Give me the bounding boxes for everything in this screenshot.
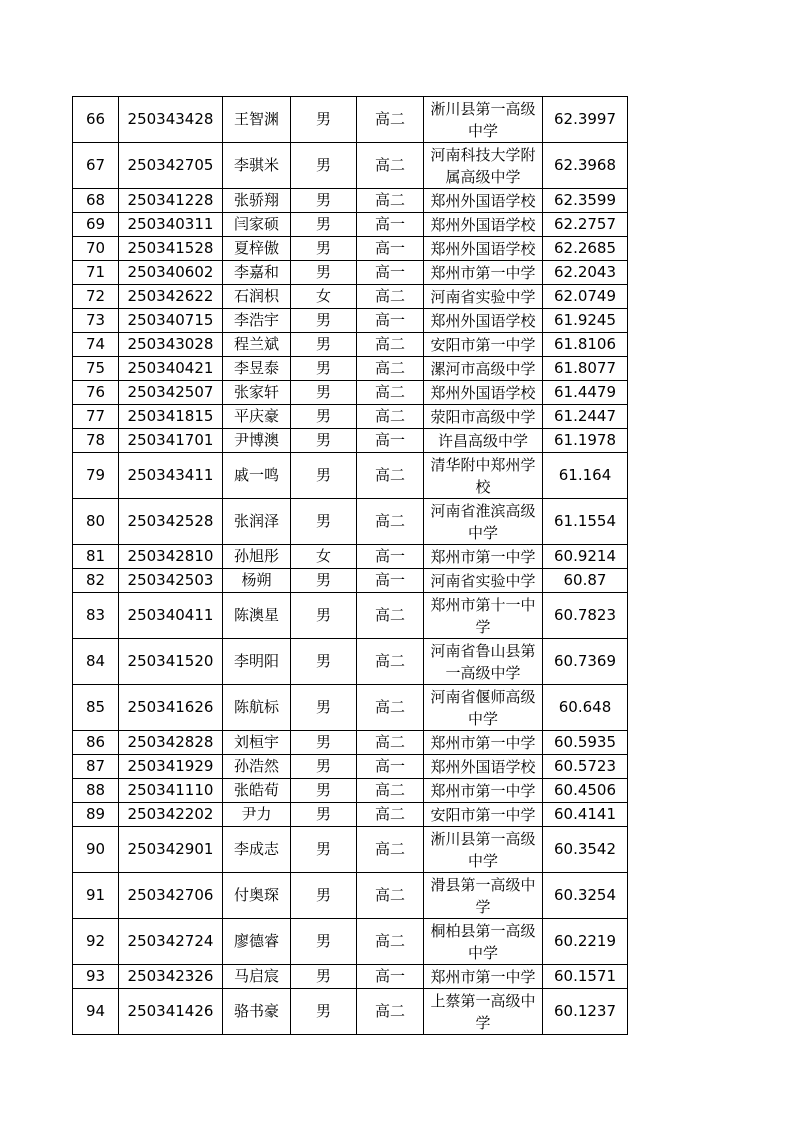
cell-id: 250340421 [119, 357, 223, 381]
cell-score: 61.1554 [543, 499, 628, 545]
cell-score: 62.3997 [543, 97, 628, 143]
cell-rank: 69 [73, 213, 119, 237]
cell-grade: 高二 [357, 639, 424, 685]
cell-name: 陈澳星 [223, 593, 291, 639]
cell-gender: 男 [291, 357, 357, 381]
cell-gender: 男 [291, 873, 357, 919]
cell-name: 李嘉和 [223, 261, 291, 285]
cell-school: 河南省淮滨高级中学 [424, 499, 543, 545]
cell-id: 250342705 [119, 143, 223, 189]
cell-school: 河南省鲁山县第一高级中学 [424, 639, 543, 685]
cell-score: 60.1237 [543, 989, 628, 1035]
cell-name: 程兰斌 [223, 333, 291, 357]
cell-rank: 67 [73, 143, 119, 189]
cell-name: 石润枳 [223, 285, 291, 309]
cell-rank: 73 [73, 309, 119, 333]
cell-score: 62.2043 [543, 261, 628, 285]
results-table-body [73, 97, 628, 1035]
cell-gender: 男 [291, 333, 357, 357]
table-row [73, 285, 628, 309]
cell-school: 郑州外国语学校 [424, 309, 543, 333]
cell-gender: 男 [291, 261, 357, 285]
cell-grade: 高二 [357, 731, 424, 755]
cell-rank: 93 [73, 965, 119, 989]
cell-gender: 男 [291, 381, 357, 405]
cell-gender: 男 [291, 143, 357, 189]
cell-rank: 85 [73, 685, 119, 731]
cell-gender: 女 [291, 285, 357, 309]
cell-rank: 74 [73, 333, 119, 357]
cell-name: 平庆豪 [223, 405, 291, 429]
cell-id: 250340715 [119, 309, 223, 333]
cell-grade: 高一 [357, 213, 424, 237]
table-row [73, 405, 628, 429]
table-row [73, 685, 628, 731]
cell-score: 60.2219 [543, 919, 628, 965]
cell-id: 250342326 [119, 965, 223, 989]
cell-grade: 高二 [357, 593, 424, 639]
cell-rank: 91 [73, 873, 119, 919]
cell-score: 60.4506 [543, 779, 628, 803]
cell-school: 河南省偃师高级中学 [424, 685, 543, 731]
table-row [73, 593, 628, 639]
cell-rank: 90 [73, 827, 119, 873]
cell-grade: 高二 [357, 803, 424, 827]
cell-gender: 男 [291, 827, 357, 873]
table-row [73, 143, 628, 189]
cell-school: 郑州外国语学校 [424, 755, 543, 779]
table-row [73, 189, 628, 213]
cell-name: 孙浩然 [223, 755, 291, 779]
cell-id: 250341815 [119, 405, 223, 429]
cell-grade: 高二 [357, 189, 424, 213]
cell-grade: 高二 [357, 685, 424, 731]
table-row [73, 261, 628, 285]
cell-gender: 男 [291, 919, 357, 965]
cell-school: 上蔡第一高级中学 [424, 989, 543, 1035]
cell-id: 250341626 [119, 685, 223, 731]
cell-score: 62.3968 [543, 143, 628, 189]
cell-name: 廖德睿 [223, 919, 291, 965]
cell-id: 250342706 [119, 873, 223, 919]
cell-rank: 71 [73, 261, 119, 285]
cell-gender: 女 [291, 545, 357, 569]
cell-gender: 男 [291, 309, 357, 333]
cell-score: 61.2447 [543, 405, 628, 429]
cell-gender: 男 [291, 989, 357, 1035]
cell-school: 桐柏县第一高级中学 [424, 919, 543, 965]
cell-rank: 78 [73, 429, 119, 453]
cell-rank: 75 [73, 357, 119, 381]
cell-score: 61.1978 [543, 429, 628, 453]
cell-score: 60.4141 [543, 803, 628, 827]
cell-gender: 男 [291, 755, 357, 779]
cell-id: 250342622 [119, 285, 223, 309]
cell-id: 250342901 [119, 827, 223, 873]
cell-name: 闫家硕 [223, 213, 291, 237]
cell-school: 安阳市第一中学 [424, 333, 543, 357]
cell-grade: 高一 [357, 309, 424, 333]
cell-school: 河南科技大学附属高级中学 [424, 143, 543, 189]
cell-gender: 男 [291, 453, 357, 499]
table-row [73, 827, 628, 873]
cell-grade: 高一 [357, 545, 424, 569]
cell-rank: 80 [73, 499, 119, 545]
table-row [73, 965, 628, 989]
cell-gender: 男 [291, 731, 357, 755]
cell-grade: 高二 [357, 143, 424, 189]
cell-name: 张骄翔 [223, 189, 291, 213]
results-table [72, 96, 628, 1035]
cell-rank: 72 [73, 285, 119, 309]
cell-school: 淅川县第一高级中学 [424, 97, 543, 143]
cell-id: 250341228 [119, 189, 223, 213]
cell-grade: 高二 [357, 405, 424, 429]
cell-rank: 84 [73, 639, 119, 685]
cell-school: 安阳市第一中学 [424, 803, 543, 827]
cell-gender: 男 [291, 803, 357, 827]
cell-id: 250342503 [119, 569, 223, 593]
cell-school: 郑州市第一中学 [424, 545, 543, 569]
table-row [73, 779, 628, 803]
cell-score: 60.5935 [543, 731, 628, 755]
cell-grade: 高一 [357, 237, 424, 261]
cell-name: 王智渊 [223, 97, 291, 143]
cell-score: 60.3542 [543, 827, 628, 873]
cell-name: 张润泽 [223, 499, 291, 545]
cell-school: 淅川县第一高级中学 [424, 827, 543, 873]
cell-school: 郑州外国语学校 [424, 189, 543, 213]
cell-rank: 89 [73, 803, 119, 827]
table-row [73, 639, 628, 685]
table-row [73, 569, 628, 593]
cell-grade: 高二 [357, 499, 424, 545]
cell-score: 60.87 [543, 569, 628, 593]
cell-rank: 83 [73, 593, 119, 639]
cell-school: 荥阳市高级中学 [424, 405, 543, 429]
cell-rank: 94 [73, 989, 119, 1035]
cell-id: 250341929 [119, 755, 223, 779]
table-row [73, 333, 628, 357]
cell-rank: 66 [73, 97, 119, 143]
table-row [73, 309, 628, 333]
table-row [73, 213, 628, 237]
cell-grade: 高二 [357, 357, 424, 381]
cell-id: 250343028 [119, 333, 223, 357]
cell-name: 张皓荀 [223, 779, 291, 803]
cell-id: 250342202 [119, 803, 223, 827]
cell-score: 60.7823 [543, 593, 628, 639]
table-row [73, 989, 628, 1035]
cell-rank: 81 [73, 545, 119, 569]
cell-id: 250342828 [119, 731, 223, 755]
cell-grade: 高一 [357, 569, 424, 593]
cell-name: 戚一鸣 [223, 453, 291, 499]
cell-school: 滑县第一高级中学 [424, 873, 543, 919]
cell-gender: 男 [291, 97, 357, 143]
cell-gender: 男 [291, 593, 357, 639]
cell-score: 60.7369 [543, 639, 628, 685]
table-row [73, 381, 628, 405]
cell-name: 李昱泰 [223, 357, 291, 381]
cell-score: 60.1571 [543, 965, 628, 989]
cell-score: 61.164 [543, 453, 628, 499]
cell-id: 250340311 [119, 213, 223, 237]
cell-rank: 82 [73, 569, 119, 593]
cell-school: 许昌高级中学 [424, 429, 543, 453]
table-row [73, 453, 628, 499]
cell-gender: 男 [291, 429, 357, 453]
cell-score: 60.3254 [543, 873, 628, 919]
cell-id: 250342810 [119, 545, 223, 569]
cell-school: 漯河市高级中学 [424, 357, 543, 381]
cell-grade: 高一 [357, 261, 424, 285]
cell-score: 61.9245 [543, 309, 628, 333]
cell-grade: 高二 [357, 989, 424, 1035]
cell-rank: 76 [73, 381, 119, 405]
cell-gender: 男 [291, 405, 357, 429]
cell-id: 250342528 [119, 499, 223, 545]
cell-rank: 88 [73, 779, 119, 803]
cell-gender: 男 [291, 237, 357, 261]
table-row [73, 429, 628, 453]
table-row [73, 237, 628, 261]
cell-id: 250341528 [119, 237, 223, 261]
cell-name: 李成志 [223, 827, 291, 873]
cell-gender: 男 [291, 779, 357, 803]
cell-school: 河南省实验中学 [424, 285, 543, 309]
cell-id: 250342507 [119, 381, 223, 405]
cell-id: 250341426 [119, 989, 223, 1035]
cell-gender: 男 [291, 213, 357, 237]
cell-grade: 高二 [357, 453, 424, 499]
cell-grade: 高二 [357, 827, 424, 873]
cell-id: 250343411 [119, 453, 223, 499]
cell-score: 62.3599 [543, 189, 628, 213]
cell-gender: 男 [291, 685, 357, 731]
cell-name: 杨朔 [223, 569, 291, 593]
cell-school: 郑州市第十一中学 [424, 593, 543, 639]
cell-rank: 86 [73, 731, 119, 755]
table-row [73, 755, 628, 779]
cell-name: 张家轩 [223, 381, 291, 405]
cell-id: 250341110 [119, 779, 223, 803]
table-row [73, 499, 628, 545]
cell-school: 河南省实验中学 [424, 569, 543, 593]
cell-name: 李明阳 [223, 639, 291, 685]
cell-score: 61.8106 [543, 333, 628, 357]
table-row [73, 803, 628, 827]
cell-gender: 男 [291, 569, 357, 593]
table-row [73, 873, 628, 919]
cell-rank: 70 [73, 237, 119, 261]
cell-school: 郑州市第一中学 [424, 779, 543, 803]
cell-school: 郑州外国语学校 [424, 381, 543, 405]
cell-name: 马启宸 [223, 965, 291, 989]
cell-grade: 高一 [357, 429, 424, 453]
cell-name: 付奥琛 [223, 873, 291, 919]
cell-grade: 高二 [357, 919, 424, 965]
cell-score: 60.5723 [543, 755, 628, 779]
cell-name: 尹力 [223, 803, 291, 827]
cell-score: 62.2757 [543, 213, 628, 237]
cell-id: 250342724 [119, 919, 223, 965]
cell-gender: 男 [291, 965, 357, 989]
cell-name: 陈航标 [223, 685, 291, 731]
cell-rank: 92 [73, 919, 119, 965]
cell-grade: 高一 [357, 755, 424, 779]
cell-name: 夏梓傲 [223, 237, 291, 261]
cell-grade: 高一 [357, 965, 424, 989]
cell-school: 郑州外国语学校 [424, 237, 543, 261]
cell-rank: 79 [73, 453, 119, 499]
table-row [73, 731, 628, 755]
table-row [73, 919, 628, 965]
cell-score: 61.4479 [543, 381, 628, 405]
cell-gender: 男 [291, 499, 357, 545]
cell-gender: 男 [291, 189, 357, 213]
cell-grade: 高二 [357, 873, 424, 919]
cell-name: 李浩宇 [223, 309, 291, 333]
table-row [73, 545, 628, 569]
cell-id: 250340602 [119, 261, 223, 285]
table-row [73, 97, 628, 143]
cell-school: 郑州市第一中学 [424, 965, 543, 989]
table-row [73, 357, 628, 381]
cell-grade: 高二 [357, 779, 424, 803]
cell-id: 250340411 [119, 593, 223, 639]
cell-name: 孙旭彤 [223, 545, 291, 569]
cell-grade: 高二 [357, 285, 424, 309]
cell-id: 250341520 [119, 639, 223, 685]
cell-name: 骆书豪 [223, 989, 291, 1035]
cell-score: 61.8077 [543, 357, 628, 381]
cell-name: 刘桓宇 [223, 731, 291, 755]
cell-name: 尹博澳 [223, 429, 291, 453]
cell-id: 250341701 [119, 429, 223, 453]
cell-grade: 高二 [357, 97, 424, 143]
cell-score: 62.2685 [543, 237, 628, 261]
cell-grade: 高二 [357, 381, 424, 405]
cell-school: 郑州市第一中学 [424, 261, 543, 285]
cell-school: 清华附中郑州学校 [424, 453, 543, 499]
cell-school: 郑州外国语学校 [424, 213, 543, 237]
cell-rank: 68 [73, 189, 119, 213]
cell-rank: 87 [73, 755, 119, 779]
cell-grade: 高二 [357, 333, 424, 357]
cell-rank: 77 [73, 405, 119, 429]
cell-id: 250343428 [119, 97, 223, 143]
cell-score: 62.0749 [543, 285, 628, 309]
cell-gender: 男 [291, 639, 357, 685]
cell-score: 60.648 [543, 685, 628, 731]
cell-score: 60.9214 [543, 545, 628, 569]
cell-school: 郑州市第一中学 [424, 731, 543, 755]
cell-name: 李骐米 [223, 143, 291, 189]
